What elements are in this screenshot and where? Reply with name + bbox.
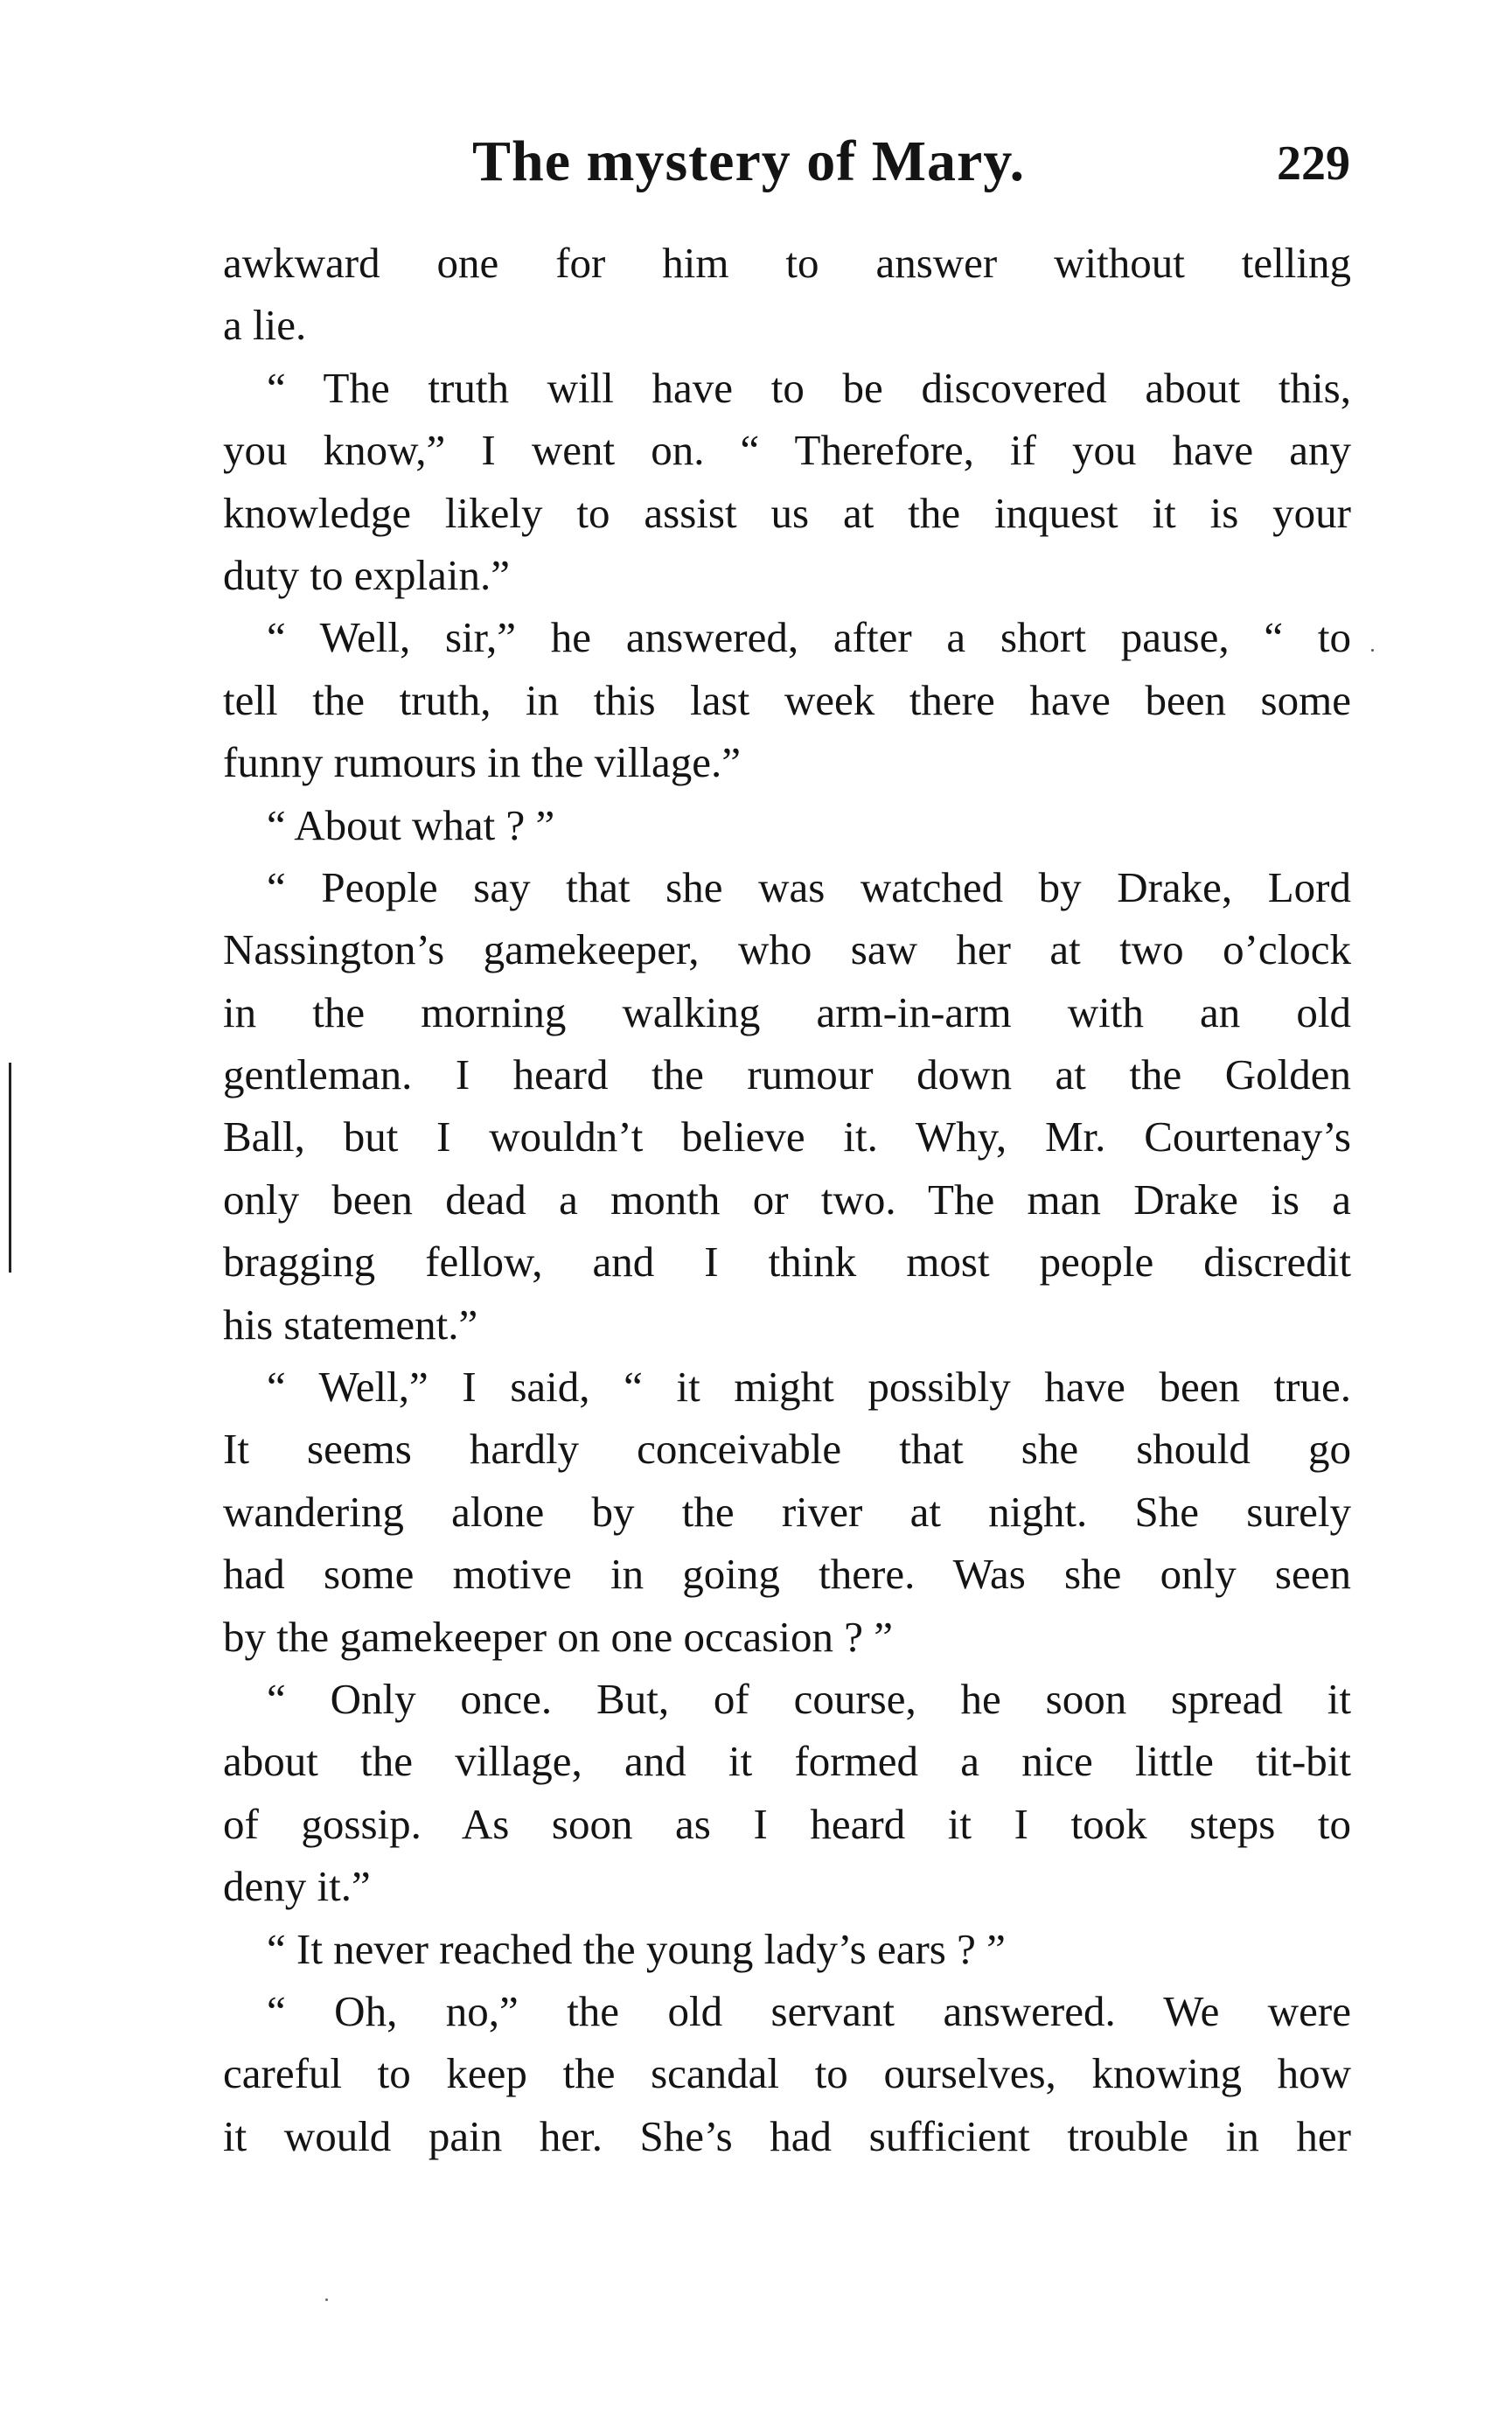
scan-speck: [325, 2298, 328, 2301]
text-line: in the morning walking arm-in-arm with an old: [223, 987, 1351, 1036]
text-line: it would pain her. She’s had sufficient trouble in her: [223, 2111, 1351, 2160]
text-line: about the village, and it formed a nice little tit-bit: [223, 1737, 1351, 1786]
text-line: “ Well,” I said, “ it might possibly have been true.: [267, 1363, 1351, 1412]
text-line: deny it.”: [223, 1862, 371, 1911]
text-line: his statement.”: [223, 1300, 478, 1349]
text-line: “ Only once. But, of course, he soon spread it: [267, 1674, 1351, 1723]
text-line: Ball, but I wouldn’t believe it. Why, Mr. Courtenay’s: [223, 1112, 1351, 1161]
text-line: “ Oh, no,” the old servant answered. We were: [267, 1986, 1351, 2035]
text-line: It seems hardly conceivable that she should go: [223, 1425, 1351, 1474]
text-line: gentleman. I heard the rumour down at the Golden: [223, 1050, 1351, 1099]
text-line: knowledge likely to assist us at the inquest it is your: [223, 488, 1351, 537]
running-title: The mystery of Mary.: [472, 129, 1026, 193]
text-line: “ The truth will have to be discovered about this,: [267, 363, 1351, 412]
text-line: “ About what ? ”: [267, 800, 555, 849]
text-line: “ Well, sir,” he answered, after a short pause, “ to: [267, 613, 1351, 662]
text-line: tell the truth, in this last week there have been some: [223, 675, 1351, 724]
text-line: careful to keep the scandal to ourselves, knowing how: [223, 2049, 1351, 2098]
text-line: duty to explain.”: [223, 550, 510, 599]
scan-speck: [1371, 649, 1374, 652]
scan-margin-mark: [9, 1063, 11, 1273]
text-line: bragging fellow, and I think most people discredit: [223, 1238, 1351, 1287]
text-line: had some motive in going there. Was she only seen: [223, 1550, 1351, 1599]
text-line: “ People say that she was watched by Drake, Lord: [267, 862, 1351, 911]
text-line: by the gamekeeper on one occasion ? ”: [223, 1612, 893, 1661]
body-text: [223, 232, 1351, 2167]
text-line: wandering alone by the river at night. She surely: [223, 1487, 1351, 1536]
text-line: awkward one for him to answer without telling: [223, 239, 1351, 287]
text-line: “ It never reached the young lady’s ears ? ”: [267, 1924, 1006, 1973]
text-line: only been dead a month or two. The man Drake is a: [223, 1175, 1351, 1224]
text-line: of gossip. As soon as I heard it I took steps to: [223, 1799, 1351, 1848]
text-line: Nassington’s gamekeeper, who saw her at two o’clock: [223, 925, 1351, 974]
page-number: 229: [1277, 136, 1350, 191]
text-line: a lie.: [223, 301, 307, 350]
text-line: funny rumours in the village.”: [223, 738, 741, 787]
text-line: you know,” I went on. “ Therefore, if you have any: [223, 426, 1351, 475]
